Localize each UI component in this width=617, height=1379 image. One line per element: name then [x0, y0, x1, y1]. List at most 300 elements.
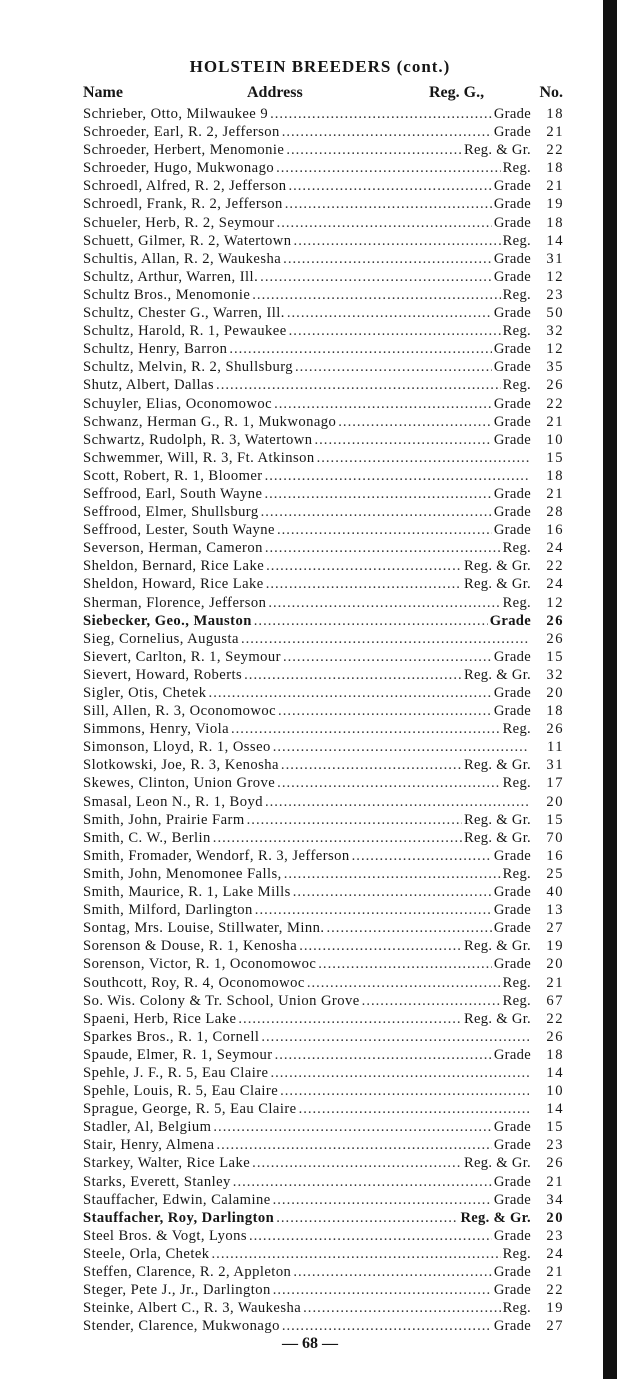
dot-leader	[254, 612, 488, 630]
list-item	[83, 521, 564, 539]
herd-count: 35	[546, 359, 564, 376]
registration-grade: Grade	[493, 902, 531, 919]
list-item	[83, 883, 564, 901]
breeder-name-address: Schultz, Melvin, R. 2, Shullsburg	[83, 359, 293, 376]
list-item	[83, 358, 564, 376]
breeder-name-address: Schueler, Herb, R. 2, Seymour	[83, 214, 275, 231]
list-item	[83, 901, 564, 919]
list-item	[83, 937, 564, 955]
herd-count: 21	[546, 178, 564, 195]
dot-leader	[293, 883, 492, 901]
dot-leader	[289, 322, 501, 340]
page-binding-edge	[603, 0, 617, 1379]
breeder-name-address: Sheldon, Howard, Rice Lake	[83, 576, 264, 593]
breeder-name-address: Sheldon, Bernard, Rice Lake	[83, 558, 265, 575]
registration-grade: Grade	[493, 1264, 531, 1280]
breeder-name-address: Spaude, Elmer, R. 1, Seymour	[83, 1046, 273, 1063]
list-item	[83, 811, 564, 829]
dot-leader	[270, 105, 492, 123]
registration-grade: Reg. & Gr.	[463, 1155, 531, 1172]
herd-count: 19	[546, 1300, 564, 1317]
dot-leader	[233, 1173, 492, 1191]
breeder-name-address: Spaeni, Herb, Rice Lake	[83, 1010, 237, 1027]
breeder-name-address: Schuyler, Elias, Oconomowoc	[83, 395, 273, 412]
breeder-name-address: Slotkowski, Joe, R. 3, Kenosha	[83, 757, 279, 774]
herd-count: 24	[546, 576, 564, 593]
registration-grade: Reg.	[502, 377, 531, 394]
list-item	[83, 684, 564, 702]
herd-count: 19	[546, 196, 564, 213]
list-item	[83, 340, 564, 358]
herd-count: 15	[546, 1119, 564, 1136]
registration-grade: Reg.	[502, 1245, 531, 1262]
herd-count: 21	[546, 124, 564, 141]
dot-leader	[303, 1299, 500, 1317]
herd-count: 17	[546, 775, 564, 792]
breeder-name-address: Schroeder, Hugo, Mukwonago	[83, 160, 275, 177]
dot-leader	[273, 1191, 492, 1209]
breeder-name-address: Sigler, Otis, Chetek	[83, 685, 207, 701]
dot-leader	[213, 829, 462, 847]
dot-leader	[261, 503, 492, 521]
herd-count: 10	[546, 431, 564, 448]
list-item	[83, 195, 564, 213]
list-item	[83, 630, 564, 648]
breeder-name-address: Steffen, Clarence, R. 2, Appleton	[83, 1264, 292, 1280]
dot-leader	[241, 630, 529, 648]
herd-count: 40	[546, 884, 564, 901]
breeder-name-address: Simonson, Lloyd, R. 1, Osseo	[83, 739, 271, 756]
dot-leader	[288, 177, 491, 195]
registration-grade: Grade	[493, 1173, 531, 1190]
list-item	[83, 1299, 564, 1317]
breeder-name-address: Smith, Maurice, R. 1, Lake Mills	[83, 884, 291, 901]
breeder-name-address: Spehle, J. F., R. 5, Eau Claire	[83, 1064, 269, 1081]
list-item	[83, 955, 564, 973]
list-item	[83, 738, 564, 756]
herd-count: 12	[546, 594, 564, 611]
list-item	[83, 919, 564, 937]
list-item	[83, 105, 564, 123]
breeder-name-address: Shutz, Albert, Dallas	[83, 377, 215, 394]
registration-grade: Grade	[493, 214, 531, 231]
registration-grade: Reg.	[502, 992, 531, 1009]
herd-count: 23	[546, 1137, 564, 1154]
list-item	[83, 612, 564, 630]
breeder-name-address: Schroedl, Frank, R. 2, Jefferson	[83, 196, 283, 213]
dot-leader	[255, 901, 492, 919]
registration-grade: Reg. & Gr.	[460, 1209, 531, 1226]
list-item	[83, 557, 564, 575]
herd-count: 67	[546, 992, 564, 1009]
registration-grade: Grade	[493, 1282, 531, 1299]
breeder-name-address: Schwartz, Rudolph, R. 3, Watertown	[83, 431, 313, 448]
registration-grade: Reg. & Gr.	[463, 666, 531, 683]
breeder-name-address: Stauffacher, Edwin, Calamine	[83, 1191, 271, 1208]
breeder-name-address: Steger, Pete J., Jr., Darlington	[83, 1282, 271, 1299]
registration-grade: Grade	[493, 106, 531, 122]
dot-leader	[352, 847, 492, 865]
registration-grade: Grade	[493, 268, 531, 285]
registration-grade: Reg.	[502, 974, 531, 991]
list-item	[83, 467, 564, 485]
dot-leader	[268, 594, 500, 612]
registration-grade: Grade	[493, 956, 531, 973]
herd-count: 13	[546, 902, 564, 919]
breeder-name-address: Sill, Allen, R. 3, Oconomowoc	[83, 703, 277, 720]
breeder-name-address: Sprague, George, R. 5, Eau Claire	[83, 1101, 297, 1118]
list-item	[83, 1227, 564, 1245]
page-title: HOLSTEIN BREEDERS (cont.)	[189, 57, 451, 76]
dot-leader	[247, 811, 462, 829]
list-item	[83, 1100, 564, 1118]
breeder-name-address: Seffrood, Earl, South Wayne	[83, 485, 263, 502]
registration-grade: Reg. & Gr.	[463, 757, 531, 774]
dot-leader	[317, 449, 529, 467]
registration-grade: Grade	[493, 1119, 531, 1136]
dot-leader	[277, 521, 492, 539]
registration-grade: Reg.	[502, 594, 531, 611]
breeder-name-address: Smith, John, Menomonee Falls,	[83, 865, 282, 882]
dot-leader	[276, 159, 501, 177]
herd-count: 28	[546, 504, 564, 521]
breeder-name-address: Spehle, Louis, R. 5, Eau Claire	[83, 1083, 279, 1100]
registration-grade: Reg. & Gr.	[463, 829, 531, 846]
registration-grade: Grade	[493, 847, 531, 864]
breeder-name-address: Schwemmer, Will, R. 3, Ft. Atkinson	[83, 449, 315, 466]
breeder-name-address: Schultz, Henry, Barron	[83, 341, 228, 358]
column-header-row	[83, 84, 563, 104]
herd-count: 27	[546, 1318, 564, 1335]
herd-count: 22	[546, 395, 564, 412]
breeder-name-address: Smith, C. W., Berlin	[83, 829, 211, 846]
herd-count: 24	[546, 540, 564, 557]
dot-leader	[252, 1154, 462, 1172]
registration-grade: Grade	[493, 884, 531, 901]
breeder-name-address: Starkey, Walter, Rice Lake	[83, 1155, 251, 1172]
list-item	[83, 539, 564, 557]
registration-grade: Grade	[493, 250, 531, 267]
dot-leader	[299, 937, 462, 955]
herd-count: 21	[546, 974, 564, 991]
list-item	[83, 376, 564, 394]
registration-grade: Reg.	[502, 721, 531, 738]
breeder-name-address: Steel Bros. & Vogt, Lyons	[83, 1227, 247, 1244]
breeder-name-address: Schultz Bros., Menomonie	[83, 286, 251, 303]
breeder-name-address: Smith, Milford, Darlington	[83, 902, 253, 919]
breeder-name-address: Severson, Herman, Cameron	[83, 540, 263, 557]
dot-leader	[217, 1136, 492, 1154]
registration-grade: Reg.	[502, 323, 531, 340]
list-item	[83, 1263, 564, 1281]
breeder-name-address: Sparkes Bros., R. 1, Cornell	[83, 1028, 260, 1045]
dot-leader	[287, 304, 492, 322]
list-item	[83, 575, 564, 593]
herd-count: 18	[546, 703, 564, 720]
herd-count: 26	[546, 721, 564, 738]
list-item	[83, 1082, 564, 1100]
registration-grade: Grade	[493, 1046, 531, 1063]
registration-grade: Grade	[493, 1227, 531, 1244]
dot-leader	[252, 286, 500, 304]
registration-grade: Grade	[493, 1318, 531, 1335]
column-header-address: Address	[247, 84, 303, 101]
registration-grade: Grade	[493, 485, 531, 502]
breeder-name-address: Schroeder, Earl, R. 2, Jefferson	[83, 124, 280, 141]
herd-count: 26	[546, 377, 564, 394]
list-item	[83, 774, 564, 792]
dot-leader	[294, 232, 501, 250]
registration-grade: Reg.	[502, 540, 531, 557]
breeder-name-address: Stender, Clarence, Mukwonago	[83, 1318, 280, 1335]
herd-count: 22	[546, 558, 564, 575]
herd-count: 18	[546, 106, 564, 122]
list-item	[83, 847, 564, 865]
dot-leader	[229, 340, 492, 358]
registration-grade: Grade	[493, 1191, 531, 1208]
list-item	[83, 485, 564, 503]
herd-count: 26	[546, 612, 564, 629]
herd-count: 22	[546, 1282, 564, 1299]
herd-count: 15	[546, 449, 564, 466]
dot-leader	[261, 1028, 529, 1046]
breeder-name-address: Simmons, Henry, Viola	[83, 721, 229, 738]
dot-leader	[277, 774, 500, 792]
list-item	[83, 286, 564, 304]
column-header-name: Name	[83, 84, 123, 101]
registration-grade: Grade	[493, 431, 531, 448]
breeder-name-address: Seffrood, Elmer, Shullsburg	[83, 504, 259, 521]
dot-leader	[266, 557, 462, 575]
herd-count: 50	[546, 305, 564, 322]
herd-count: 12	[546, 268, 564, 285]
list-item	[83, 756, 564, 774]
dot-leader	[216, 376, 501, 394]
dot-leader	[238, 1010, 462, 1028]
list-item	[83, 1118, 564, 1136]
herd-count: 22	[546, 142, 564, 159]
dot-leader	[282, 123, 492, 141]
herd-count: 21	[546, 413, 564, 430]
breeder-name-address: Sievert, Howard, Roberts	[83, 666, 243, 683]
list-item	[83, 865, 564, 883]
herd-count: 18	[546, 467, 564, 484]
registration-grade: Grade	[493, 124, 531, 141]
breeder-name-address: Sievert, Carlton, R. 1, Seymour	[83, 648, 281, 665]
breeder-name-address: Seffrood, Lester, South Wayne	[83, 522, 275, 539]
dot-leader	[209, 684, 492, 702]
dot-leader	[362, 992, 501, 1010]
registration-grade: Grade	[493, 920, 531, 937]
dot-leader	[266, 575, 462, 593]
list-item	[83, 1010, 564, 1028]
breeder-name-address: Smith, Fromader, Wendorf, R. 3, Jefferson	[83, 847, 350, 864]
registration-grade: Grade	[493, 685, 531, 701]
dot-leader	[231, 720, 501, 738]
breeder-name-address: Sherman, Florence, Jefferson	[83, 594, 267, 611]
dot-leader	[286, 141, 462, 159]
breeder-name-address: Sorenson & Douse, R. 1, Kenosha	[83, 938, 298, 955]
registration-grade: Grade	[493, 196, 531, 213]
column-header-number: No.	[539, 84, 563, 101]
list-item	[83, 322, 564, 340]
registration-grade: Grade	[493, 413, 531, 430]
herd-count: 14	[546, 232, 564, 249]
registration-grade: Reg. & Gr.	[463, 811, 531, 828]
dot-leader	[244, 666, 462, 684]
registration-grade: Reg. & Gr.	[463, 558, 531, 575]
dot-leader	[280, 1082, 529, 1100]
list-item	[83, 594, 564, 612]
dot-leader	[265, 793, 529, 811]
list-item	[83, 304, 564, 322]
herd-count: 18	[546, 214, 564, 231]
list-item	[83, 1028, 564, 1046]
breeder-name-address: Sontag, Mrs. Louise, Stillwater, Minn.	[83, 920, 325, 937]
dot-leader	[265, 539, 501, 557]
breeder-name-address: Schroedl, Alfred, R. 2, Jefferson	[83, 178, 287, 195]
breeder-name-address: So. Wis. Colony & Tr. School, Union Grove	[83, 992, 360, 1009]
dot-leader	[270, 1064, 529, 1082]
herd-count: 23	[546, 1227, 564, 1244]
list-item	[83, 250, 564, 268]
herd-count: 10	[546, 1083, 564, 1100]
list-item	[83, 177, 564, 195]
herd-count: 20	[546, 685, 564, 701]
herd-count: 18	[546, 1046, 564, 1063]
list-item	[83, 1173, 564, 1191]
breeder-name-address: Schuett, Gilmer, R. 2, Watertown	[83, 232, 292, 249]
list-item	[83, 268, 564, 286]
dot-leader	[281, 756, 462, 774]
list-item	[83, 159, 564, 177]
herd-count: 15	[546, 811, 564, 828]
herd-count: 31	[546, 250, 564, 267]
breeder-name-address: Smasal, Leon N., R. 1, Boyd	[83, 793, 263, 810]
dot-leader	[273, 1281, 492, 1299]
herd-count: 18	[546, 160, 564, 177]
breeder-name-address: Stauffacher, Roy, Darlington	[83, 1209, 275, 1226]
herd-count: 70	[546, 829, 564, 846]
herd-count: 26	[546, 630, 564, 647]
list-item	[83, 431, 564, 449]
dot-leader	[307, 974, 501, 992]
dot-leader	[278, 702, 492, 720]
herd-count: 24	[546, 1245, 564, 1262]
dot-leader	[284, 865, 501, 883]
dot-leader	[260, 268, 492, 286]
breeder-name-address: Steinke, Albert C., R. 3, Waukesha	[83, 1300, 302, 1317]
list-item	[83, 503, 564, 521]
breeder-name-address: Steele, Orla, Chetek	[83, 1245, 210, 1262]
dot-leader	[338, 413, 492, 431]
list-item	[83, 214, 564, 232]
dot-leader	[318, 955, 492, 973]
dot-leader	[315, 431, 492, 449]
breeder-name-address: Stadler, Al, Belgium	[83, 1119, 212, 1136]
dot-leader	[276, 1209, 458, 1227]
registration-grade: Grade	[493, 178, 531, 195]
registration-grade: Grade	[493, 359, 531, 376]
dot-leader	[274, 395, 492, 413]
list-item	[83, 1209, 564, 1227]
herd-count: 12	[546, 341, 564, 358]
dot-leader	[327, 919, 492, 937]
registration-grade: Grade	[493, 341, 531, 358]
herd-count: 32	[546, 666, 564, 683]
herd-count: 26	[546, 1028, 564, 1045]
column-header-registration: Reg. G.,	[429, 84, 485, 101]
list-item	[83, 702, 564, 720]
dot-leader	[213, 1118, 491, 1136]
list-item	[83, 449, 564, 467]
list-item	[83, 648, 564, 666]
breeder-name-address: Schultz, Harold, R. 1, Pewaukee	[83, 323, 287, 340]
dot-leader	[282, 1317, 492, 1335]
list-item	[83, 666, 564, 684]
herd-count: 11	[546, 739, 564, 756]
list-item	[83, 232, 564, 250]
herd-count: 34	[546, 1191, 564, 1208]
list-item	[83, 1046, 564, 1064]
dot-leader	[283, 250, 492, 268]
list-item	[83, 1281, 564, 1299]
registration-grade: Grade	[493, 648, 531, 665]
breeder-name-address: Schwanz, Herman G., R. 1, Mukwonago	[83, 413, 337, 430]
breeder-name-address: Schrieber, Otto, Milwaukee 9	[83, 106, 269, 122]
herd-count: 15	[546, 648, 564, 665]
registration-grade: Reg.	[502, 775, 531, 792]
registration-grade: Reg.	[502, 1300, 531, 1317]
herd-count: 20	[546, 956, 564, 973]
list-item	[83, 793, 564, 811]
breeder-name-address: Sieg, Cornelius, Augusta	[83, 630, 239, 647]
breeder-name-address: Stair, Henry, Almena	[83, 1137, 215, 1154]
breeder-name-address: Skewes, Clinton, Union Grove	[83, 775, 276, 792]
list-item	[83, 1245, 564, 1263]
list-item	[83, 123, 564, 141]
list-item	[83, 1064, 564, 1082]
dot-leader	[285, 195, 492, 213]
dot-leader	[295, 358, 492, 376]
registration-grade: Grade	[489, 612, 531, 629]
herd-count: 27	[546, 920, 564, 937]
registration-grade: Grade	[493, 703, 531, 720]
list-item	[83, 829, 564, 847]
registration-grade: Reg.	[502, 865, 531, 882]
list-item	[83, 1136, 564, 1154]
list-item	[83, 1191, 564, 1209]
registration-grade: Reg. & Gr.	[463, 576, 531, 593]
dot-leader	[212, 1245, 501, 1263]
herd-count: 20	[546, 1209, 564, 1226]
breeder-name-address: Schultz, Chester G., Warren, Ill.	[83, 305, 285, 322]
herd-count: 26	[546, 1155, 564, 1172]
dot-leader	[283, 648, 492, 666]
registration-grade: Reg. & Gr.	[463, 1010, 531, 1027]
herd-count: 21	[546, 1264, 564, 1280]
breeder-name-address: Siebecker, Geo., Mauston	[83, 612, 252, 629]
herd-count: 16	[546, 522, 564, 539]
page-number: — 68 —	[282, 1335, 338, 1352]
dot-leader	[277, 214, 492, 232]
registration-grade: Reg. & Gr.	[463, 938, 531, 955]
registration-grade: Reg.	[502, 286, 531, 303]
breeder-name-address: Starks, Everett, Stanley	[83, 1173, 231, 1190]
herd-count: 31	[546, 757, 564, 774]
list-item	[83, 141, 564, 159]
list-item	[83, 720, 564, 738]
